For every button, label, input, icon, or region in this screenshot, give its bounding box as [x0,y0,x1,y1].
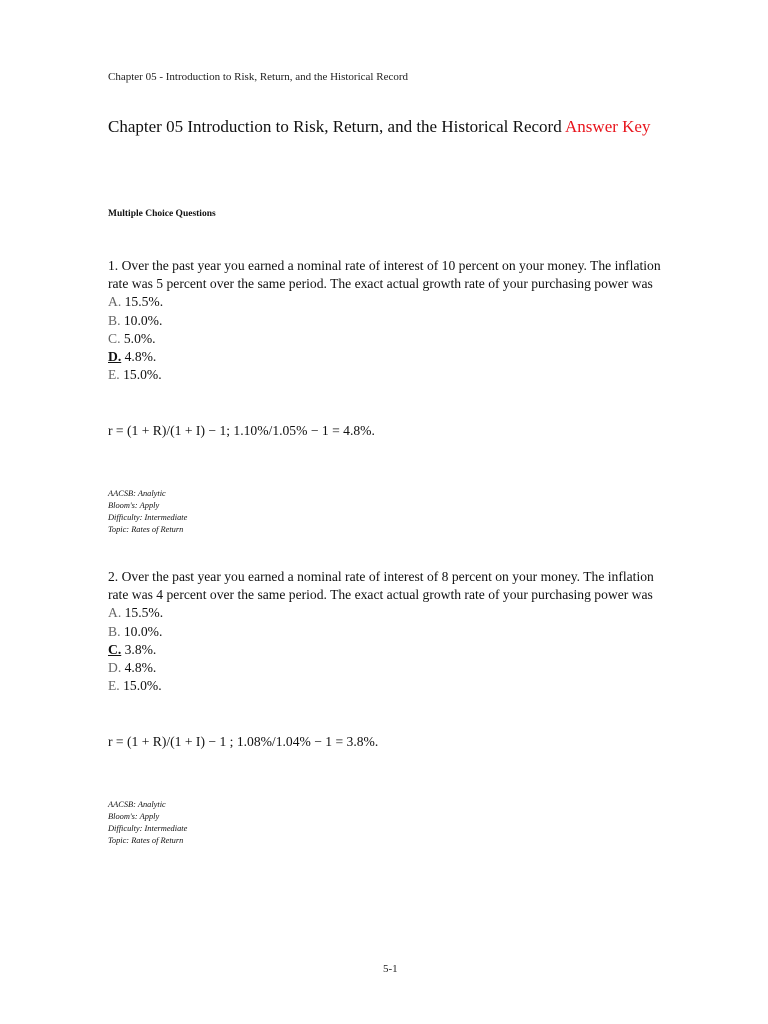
answer-options [108,604,668,695]
option-b [108,623,668,641]
option-letter: A. [108,294,122,310]
option-c [108,330,668,348]
option-letter: C. [108,330,121,346]
option-c-correct [108,641,668,659]
question-1 [108,257,668,457]
explanation: r = (1 + R)/(1 + I) − 1 ; 1.08%/1.04% − 1 = 3.8%. [108,734,379,749]
option-letter: E. [108,367,120,383]
question-2 [108,568,668,768]
option-b [108,312,668,330]
option-text: 15.0%. [119,367,162,383]
option-a [108,604,668,622]
option-d-correct [108,348,668,366]
option-text: 10.0%. [120,312,163,328]
option-letter: C. [108,641,122,657]
meta-blooms: Bloom's: Apply [108,501,160,510]
option-text: 10.0%. [120,623,163,639]
meta-difficulty: Difficulty: Intermediate [108,513,188,522]
option-e [108,677,668,695]
title-main: Chapter 05 Introduction to Risk, Return, and the Historical Record [108,117,566,136]
meta-topic: Topic: Rates of Return [108,525,184,534]
answer-key-label: Answer Key [565,117,651,136]
option-text: 15.0%. [119,678,162,694]
option-d [108,659,668,677]
question-2-metadata [108,799,187,847]
option-letter: D. [108,348,122,364]
option-letter: A. [108,605,122,621]
option-letter: E. [108,678,120,694]
running-header: Chapter 05 - Introduction to Risk, Return, and the Historical Record [108,71,408,83]
page-number: 5-1 [383,963,398,975]
answer-options [108,293,668,384]
option-text: 5.0%. [120,330,156,346]
question-stem: 2. Over the past year you earned a nominal rate of interest of 8 percent on your money. The inflation rate was 4 percent over the same period. The exact actual growth rate of your purchasing power was [108,569,654,603]
option-text: 4.8%. [121,348,157,364]
option-text: 3.8%. [121,641,157,657]
option-text: 4.8%. [121,659,157,675]
option-e [108,366,668,384]
page-title [108,117,650,137]
explanation: r = (1 + R)/(1 + I) − 1; 1.10%/1.05% − 1 = 4.8%. [108,423,375,438]
meta-difficulty: Difficulty: Intermediate [108,824,188,833]
meta-aacsb: AACSB: Analytic [108,800,166,809]
question-1-metadata [108,488,187,536]
option-text: 15.5%. [121,605,164,621]
section-heading: Multiple Choice Questions [108,209,216,219]
meta-blooms: Bloom's: Apply [108,812,160,821]
meta-aacsb: AACSB: Analytic [108,489,166,498]
meta-topic: Topic: Rates of Return [108,836,184,845]
option-letter: D. [108,659,122,675]
question-stem: 1. Over the past year you earned a nominal rate of interest of 10 percent on your money. The inflation rate was 5 percent over the same period. The exact actual growth rate of your purchasing power was [108,258,661,292]
option-a [108,293,668,311]
option-letter: B. [108,623,121,639]
option-letter: B. [108,312,121,328]
option-text: 15.5%. [121,294,164,310]
